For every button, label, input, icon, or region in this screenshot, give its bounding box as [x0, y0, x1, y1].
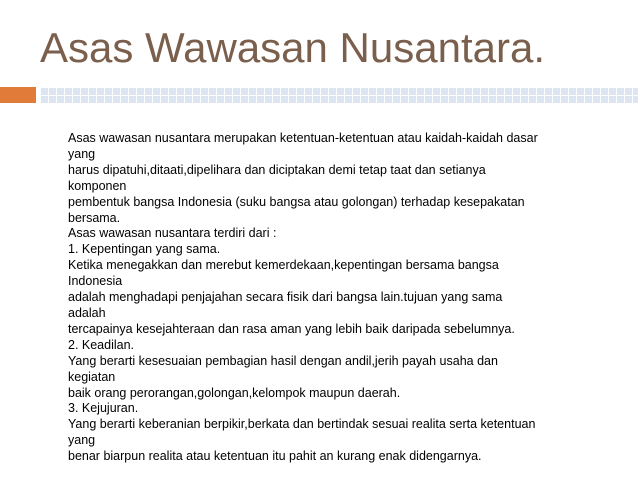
text-line: yang: [68, 146, 96, 161]
text-line: Asas wawasan nusantara terdiri dari :: [68, 226, 277, 241]
text-line: kegiatan: [68, 369, 116, 384]
slide-title: Asas Wawasan Nusantara.: [40, 24, 546, 71]
text-line: Asas wawasan nusantara merupakan ketentuan-ketentuan atau kaidah-kaidah dasar: [68, 131, 538, 145]
text-line: Indonesia: [68, 274, 123, 289]
text-line: Yang berarti kesesuaian pembagian hasil dengan andil,jerih payah usaha dan: [68, 353, 498, 368]
text-line: tercapainya kesejahteraan dan rasa aman yang lebih baik daripada sebelumnya.: [68, 321, 515, 336]
text-line: yang: [68, 433, 96, 448]
text-line: 1. Kepentingan yang sama.: [68, 242, 221, 257]
decorative-grid-bar: [40, 87, 638, 103]
text-line: adalah: [68, 305, 106, 320]
text-line: Yang berarti keberanian berpikir,berkata dan bertindak sesuai realita serta ketentuan: [68, 417, 536, 432]
text-line: benar biarpun realita atau ketentuan itu pahit an kurang enak didengarnya.: [68, 449, 482, 464]
text-line: komponen: [68, 178, 127, 193]
text-line: 2. Keadilan.: [68, 337, 135, 352]
body-text: [68, 131, 613, 465]
text-line: Ketika menegakkan dan merebut kemerdekaan,kepentingan bersama bangsa: [68, 258, 499, 273]
text-line: pembentuk bangsa Indonesia (suku bangsa atau golongan) terhadap kesepakatan: [68, 194, 525, 209]
text-line: adalah menghadapi penjajahan secara fisik dari bangsa lain.tujuan yang sama: [68, 290, 503, 305]
accent-bar: [0, 87, 36, 103]
text-line: baik orang perorangan,golongan,kelompok maupun daerah.: [68, 385, 401, 400]
text-line: bersama.: [68, 210, 121, 225]
text-line: 3. Kejujuran.: [68, 401, 139, 416]
text-line: harus dipatuhi,ditaati,dipelihara dan diciptakan demi tetap taat dan setianya: [68, 162, 486, 177]
